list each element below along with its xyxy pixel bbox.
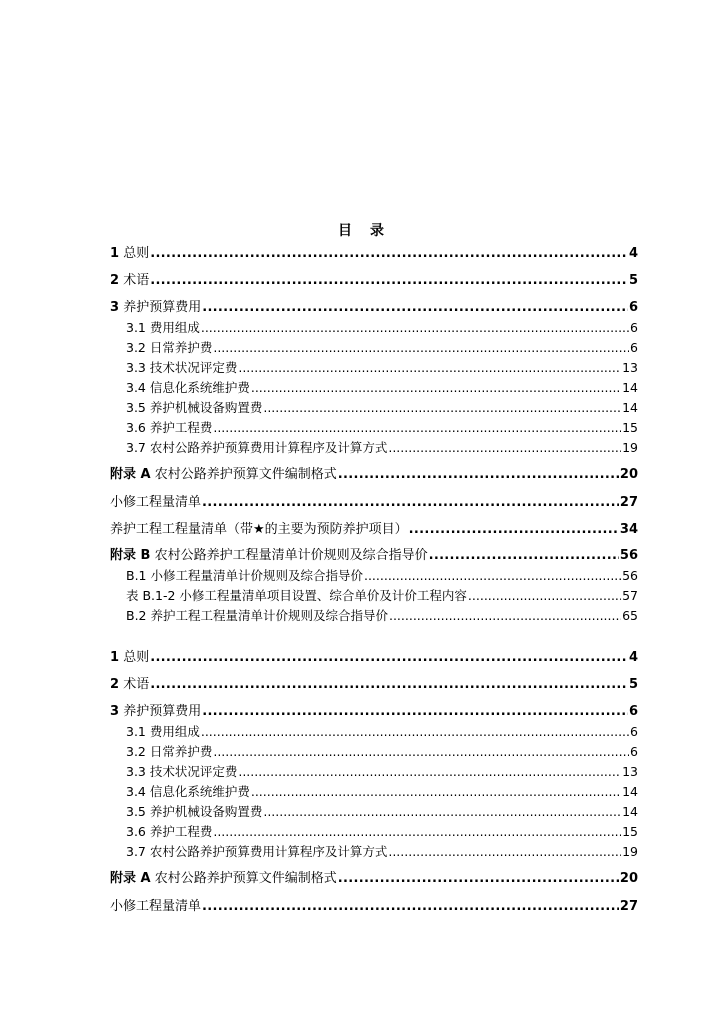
toc-entry-label (110, 494, 201, 512)
toc-entry-number: 3 (110, 300, 120, 315)
toc-entry[interactable] (126, 783, 638, 801)
toc-entry-text: 3.6 养护工程费 (126, 420, 213, 435)
dot-leader (263, 803, 621, 821)
toc-entry[interactable] (110, 494, 638, 512)
toc-entry-label (126, 743, 212, 761)
toc-page-number: 6 (630, 724, 638, 739)
toc-page-number: 27 (619, 899, 638, 914)
toc-entry-text: 3.5 养护机械设备购置费 (126, 400, 263, 415)
toc-page-number: 56 (619, 548, 638, 563)
toc-entry-label (126, 587, 467, 605)
dot-leader (202, 299, 628, 317)
dot-leader (468, 587, 621, 605)
toc-entry-label (110, 245, 149, 263)
toc-page-number: 15 (622, 824, 638, 839)
toc-entry-number: 1 (110, 246, 120, 261)
dot-leader (202, 494, 619, 512)
toc-entry[interactable] (110, 272, 638, 290)
toc-entry-text: 3.7 农村公路养护预算费用计算程序及计算方式 (126, 440, 388, 455)
dot-leader (238, 359, 621, 377)
toc-entry-label (110, 649, 149, 667)
toc-page-number: 14 (622, 784, 638, 799)
toc-entry[interactable] (126, 379, 638, 397)
dot-leader (213, 339, 629, 357)
toc-entry-text: 3.2 日常养护费 (126, 340, 213, 355)
toc-page-number: 19 (622, 440, 638, 455)
toc-entry-text: 3.5 养护机械设备购置费 (126, 804, 263, 819)
toc-page-number: 4 (628, 650, 638, 665)
toc-entry[interactable] (126, 359, 638, 377)
toc-entry-label (110, 547, 428, 565)
dot-leader (150, 245, 628, 263)
toc-entry[interactable] (126, 399, 638, 417)
toc-entry-text: 3.1 费用组成 (126, 320, 200, 335)
toc-entry-text: 小修工程量清单 (110, 899, 202, 914)
dot-leader (150, 649, 628, 667)
toc-entry[interactable] (126, 419, 638, 437)
dot-leader (364, 567, 621, 585)
toc-page-number: 13 (622, 764, 638, 779)
toc-page-number: 14 (622, 804, 638, 819)
toc-entry-label (126, 379, 250, 397)
toc-entry[interactable] (126, 843, 638, 861)
toc-page-number: 13 (622, 360, 638, 375)
toc-page-number: 34 (619, 522, 638, 537)
toc-entry-label (110, 521, 408, 539)
toc-entry-text: 3.3 技术状况评定费 (126, 360, 238, 375)
toc-entry-label (126, 763, 237, 781)
dot-leader (388, 843, 621, 861)
toc-entry-label (126, 843, 387, 861)
toc-entry-text: 小修工程量清单 (110, 495, 202, 510)
toc-page-number: 5 (628, 677, 638, 692)
dot-leader (338, 466, 619, 484)
toc-page-number: 57 (622, 588, 638, 603)
toc-entry-label (126, 359, 237, 377)
toc-entry-text: 术语 (123, 677, 150, 692)
toc-page-number: 6 (628, 300, 638, 315)
toc-entry-text: 表 B.1-2 小修工程量清单项目设置、综合单价及计价工程内容 (126, 588, 467, 603)
toc-page-number: 4 (628, 246, 638, 261)
toc-entry-text: 3.3 技术状况评定费 (126, 764, 238, 779)
toc-entry-number: 2 (110, 273, 120, 288)
toc-entry-number: 1 (110, 650, 120, 665)
toc-entry-text: 农村公路养护预算文件编制格式 (154, 871, 337, 886)
toc-entry[interactable] (110, 870, 638, 888)
toc-entry-label (126, 439, 387, 457)
toc-entry[interactable] (110, 703, 638, 721)
toc-page-number: 15 (622, 420, 638, 435)
toc-entry-number: 附录 B (110, 548, 151, 563)
toc-entry[interactable] (110, 521, 638, 539)
toc-entry-label (126, 823, 212, 841)
toc-page-number: 27 (619, 495, 638, 510)
toc-page-number: 6 (630, 320, 638, 335)
toc-entry[interactable] (110, 898, 638, 916)
dot-leader (263, 399, 621, 417)
toc-entry-label (110, 299, 201, 317)
toc-entry[interactable] (126, 743, 638, 761)
toc-entry[interactable] (126, 339, 638, 357)
toc-entry-label (126, 723, 200, 741)
toc-entry-label (126, 419, 212, 437)
toc-page-number: 20 (619, 871, 638, 886)
toc-entry-number: 附录 A (110, 467, 151, 482)
toc-entry-text: 3.2 日常养护费 (126, 744, 213, 759)
toc-entry-label (126, 803, 262, 821)
dot-leader (389, 607, 621, 625)
toc-page-number: 6 (630, 744, 638, 759)
dot-leader (388, 439, 621, 457)
toc-entry-label (110, 466, 337, 484)
toc-page-number: 6 (630, 340, 638, 355)
dot-leader (202, 898, 619, 916)
toc-entry-text: 3.7 农村公路养护预算费用计算程序及计算方式 (126, 844, 388, 859)
toc-entry[interactable] (126, 823, 638, 841)
toc-entry-text: 养护预算费用 (123, 704, 202, 719)
toc-entry-text: 3.1 费用组成 (126, 724, 200, 739)
dot-leader (409, 521, 619, 539)
toc-entry[interactable] (110, 245, 638, 263)
dot-leader (213, 743, 629, 761)
dot-leader (251, 783, 621, 801)
toc-entry-text: 3.4 信息化系统维护费 (126, 380, 250, 395)
toc-entry-label (126, 319, 200, 337)
toc-entry-text: 农村公路养护预算文件编制格式 (154, 467, 337, 482)
toc-entry-label (110, 898, 201, 916)
dot-leader (150, 272, 628, 290)
toc-entry-number: 附录 A (110, 871, 151, 886)
toc-entry[interactable] (110, 466, 638, 484)
toc-entry[interactable] (126, 439, 638, 457)
toc-entry-label (110, 703, 201, 721)
dot-leader (429, 547, 619, 565)
toc-entry-text: 3.6 养护工程费 (126, 824, 213, 839)
toc-entry-text: 农村公路养护工程量清单计价规则及综合指导价 (154, 548, 428, 563)
toc-entry[interactable] (110, 649, 638, 667)
toc-entry-label (126, 567, 363, 585)
toc-entry-text: B.1 小修工程量清单计价规则及综合指导价 (126, 568, 363, 583)
dot-leader (202, 703, 628, 721)
toc-entry[interactable] (126, 723, 638, 741)
toc-entry[interactable] (126, 587, 638, 605)
toc-page-number: 6 (628, 704, 638, 719)
dot-leader (213, 419, 621, 437)
toc-entry[interactable] (110, 547, 638, 565)
toc-entry-label (126, 607, 388, 625)
toc-entry-text: 术语 (123, 273, 150, 288)
toc-entry-text: 总则 (123, 650, 150, 665)
toc-page-number: 14 (622, 400, 638, 415)
toc-entry-text: 养护预算费用 (123, 300, 202, 315)
toc-entry[interactable] (110, 299, 638, 317)
toc-entry-number: 2 (110, 677, 120, 692)
toc-page-number: 5 (628, 273, 638, 288)
toc-entry-label (110, 676, 149, 694)
dot-leader (251, 379, 621, 397)
dot-leader (213, 823, 621, 841)
toc-entry-label (126, 339, 212, 357)
toc-entry-text: 总则 (123, 246, 150, 261)
toc-page-number: 65 (622, 608, 638, 623)
toc-page-number: 19 (622, 844, 638, 859)
toc-entry[interactable] (126, 607, 638, 625)
dot-leader (201, 723, 629, 741)
toc-page-number: 20 (619, 467, 638, 482)
toc-page-number: 14 (622, 380, 638, 395)
toc-entry-text: 3.4 信息化系统维护费 (126, 784, 250, 799)
toc-entry-label (126, 783, 250, 801)
toc-entry-label (126, 399, 262, 417)
dot-leader (338, 870, 619, 888)
toc-page-number: 56 (622, 568, 638, 583)
toc-entry[interactable] (126, 567, 638, 585)
toc-entry-label (110, 272, 149, 290)
dot-leader (238, 763, 621, 781)
toc-entry[interactable] (110, 676, 638, 694)
toc-entry[interactable] (126, 763, 638, 781)
toc-entry-number: 3 (110, 704, 120, 719)
toc-entry-text: B.2 养护工程工程量清单计价规则及综合指导价 (126, 608, 388, 623)
toc-entry[interactable] (126, 803, 638, 821)
toc-entry-label (110, 870, 337, 888)
toc-entry-text: 养护工程工程量清单（带★的主要为预防养护项目） (110, 522, 408, 537)
toc-entry[interactable] (126, 319, 638, 337)
dot-leader (150, 676, 628, 694)
dot-leader (201, 319, 629, 337)
toc-title: 目 录 (338, 223, 386, 239)
